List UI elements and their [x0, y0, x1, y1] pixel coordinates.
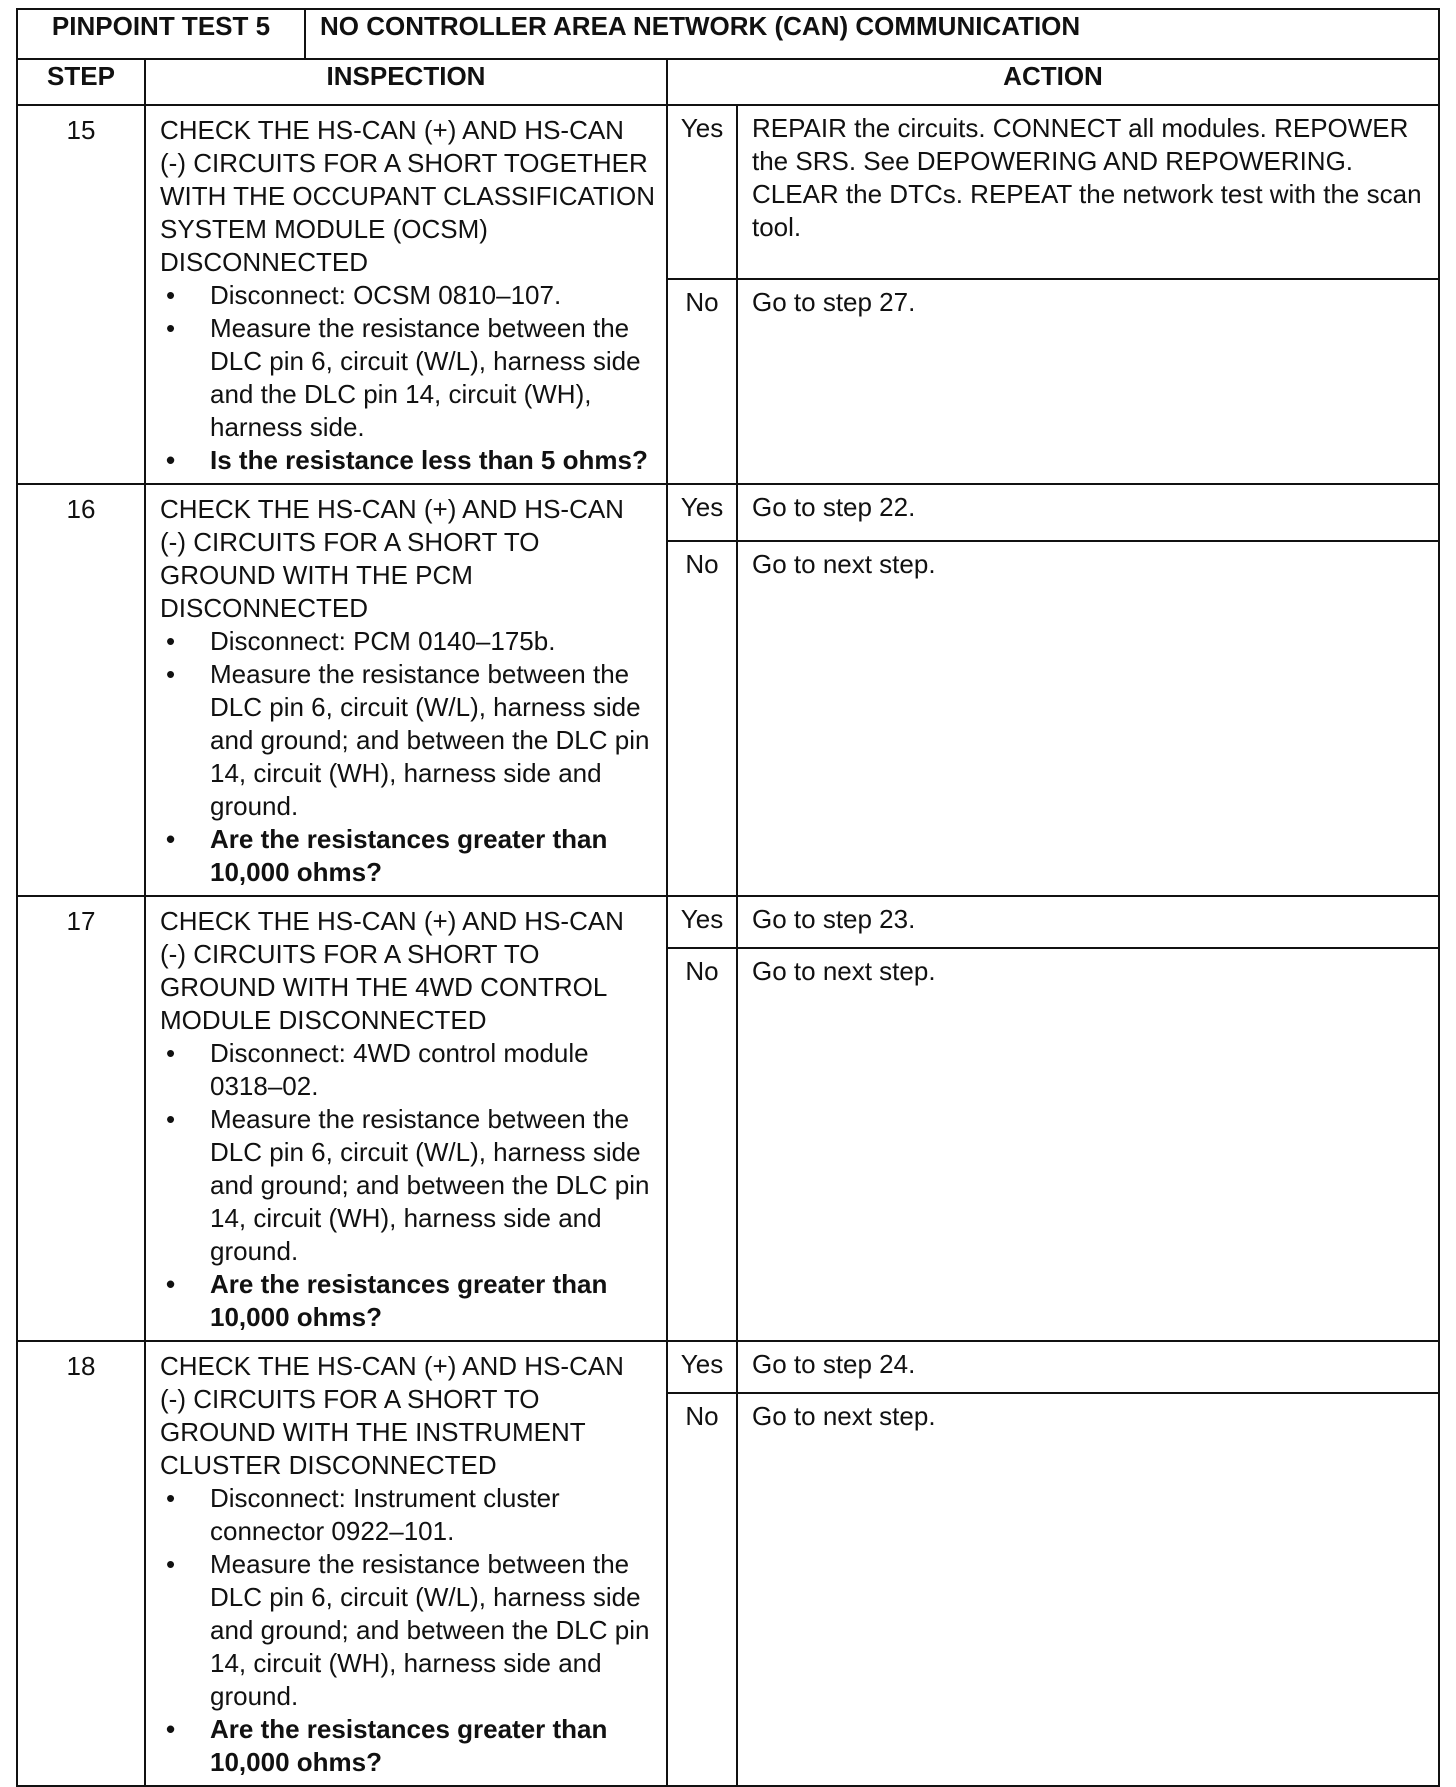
step-number: 16 [17, 484, 145, 896]
yes-action: REPAIR the circuits. CONNECT all modules. REPOWER the SRS. See DEPOWERING AND REPOWERING. CLEAR the DTCs. REPEAT the network test with the scan tool. [737, 105, 1439, 279]
yes-label: Yes [667, 105, 737, 279]
no-label: No [667, 279, 737, 484]
yes-label: Yes [667, 896, 737, 948]
no-action: Go to next step. [737, 1393, 1439, 1786]
inspection-title: CHECK THE HS-CAN (+) AND HS-CAN (-) CIRCUITS FOR A SHORT TO GROUND WITH THE INSTRUMENT CLUSTER DISCONNECTED [160, 1351, 624, 1480]
step-15-row-yes [17, 105, 1439, 279]
inspection-bullets [160, 625, 656, 889]
yes-label: Yes [667, 484, 737, 541]
inspection-bullet: • Measure the resistance between the DLC pin 6, circuit (W/L), harness side and ground; and between the DLC pin 14, circuit (WH), harness side and ground. [160, 1548, 656, 1713]
inspection-question: • Is the resistance less than 5 ohms? [160, 444, 656, 477]
inspection-bullets [160, 1482, 656, 1779]
step-16-row-yes [17, 484, 1439, 541]
inspection-bullet: • Disconnect: PCM 0140–175b. [160, 625, 656, 658]
inspection-bullet: • Disconnect: OCSM 0810–107. [160, 279, 656, 312]
no-action: Go to step 27. [737, 279, 1439, 484]
inspection-title: CHECK THE HS-CAN (+) AND HS-CAN (-) CIRCUITS FOR A SHORT TO GROUND WITH THE 4WD CONTROL MODULE DISCONNECTED [160, 906, 624, 1035]
column-header-row [17, 59, 1439, 105]
step-18-row-yes [17, 1341, 1439, 1393]
no-action: Go to next step. [737, 541, 1439, 896]
no-action: Go to next step. [737, 948, 1439, 1341]
step-17-row-yes [17, 896, 1439, 948]
column-header-step: STEP [17, 59, 145, 105]
inspection-bullet: • Measure the resistance between the DLC pin 6, circuit (W/L), harness side and the DLC pin 14, circuit (WH), harness side. [160, 312, 656, 444]
inspection-bullet: • Disconnect: 4WD control module 0318–02. [160, 1037, 656, 1103]
yes-action: Go to step 22. [737, 484, 1439, 541]
pinpoint-test-sheet [16, 8, 1438, 1777]
yes-action: Go to step 24. [737, 1341, 1439, 1393]
inspection-bullets [160, 279, 656, 477]
no-label: No [667, 948, 737, 1341]
column-header-action: ACTION [667, 59, 1439, 105]
inspection-title: CHECK THE HS-CAN (+) AND HS-CAN (-) CIRCUITS FOR A SHORT TO GROUND WITH THE PCM DISCONNECTED [160, 494, 624, 623]
inspection-question: • Are the resistances greater than 10,000 ohms? [160, 823, 656, 889]
inspection-bullets [160, 1037, 656, 1334]
yes-label: Yes [667, 1341, 737, 1393]
step-number: 15 [17, 105, 145, 484]
inspection-question: • Are the resistances greater than 10,000 ohms? [160, 1268, 656, 1334]
inspection-bullet: • Measure the resistance between the DLC pin 6, circuit (W/L), harness side and ground; and between the DLC pin 14, circuit (WH), harness side and ground. [160, 1103, 656, 1268]
inspection-cell [145, 484, 667, 896]
column-header-inspection: INSPECTION [145, 59, 667, 105]
inspection-cell [145, 105, 667, 484]
yes-action: Go to step 23. [737, 896, 1439, 948]
inspection-question: • Are the resistances greater than 10,000 ohms? [160, 1713, 656, 1779]
inspection-cell [145, 896, 667, 1341]
inspection-title: CHECK THE HS-CAN (+) AND HS-CAN (-) CIRCUITS FOR A SHORT TOGETHER WITH THE OCCUPANT CLASSIFICATION SYSTEM MODULE (OCSM) DISCONNECTED [160, 115, 656, 277]
step-number: 17 [17, 896, 145, 1341]
no-label: No [667, 541, 737, 896]
inspection-cell [145, 1341, 667, 1786]
inspection-bullet: • Measure the resistance between the DLC pin 6, circuit (W/L), harness side and ground; and between the DLC pin 14, circuit (WH), harness side and ground. [160, 658, 656, 823]
title-row [17, 9, 1439, 59]
test-label: PINPOINT TEST 5 [17, 9, 305, 59]
step-number: 18 [17, 1341, 145, 1786]
test-title: NO CONTROLLER AREA NETWORK (CAN) COMMUNICATION [305, 9, 1439, 59]
inspection-bullet: • Disconnect: Instrument cluster connector 0922–101. [160, 1482, 656, 1548]
no-label: No [667, 1393, 737, 1786]
pinpoint-test-table [16, 8, 1440, 1787]
